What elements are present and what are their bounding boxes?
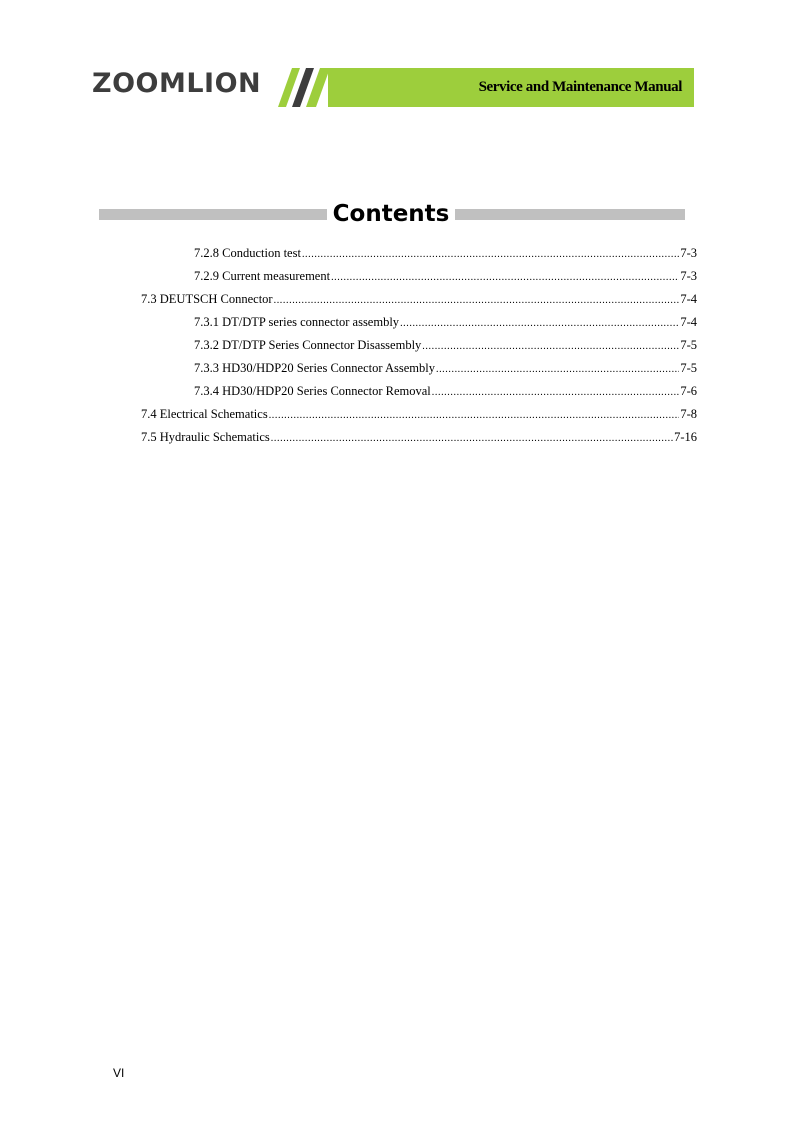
toc-entry-title: 7.4 Electrical Schematics [141, 407, 268, 421]
toc-entry[interactable] [194, 245, 697, 261]
toc-entry[interactable] [194, 268, 697, 284]
contents-heading [99, 200, 685, 230]
toc-entry[interactable] [194, 360, 697, 376]
toc-entry-title: 7.3.3 HD30/HDP20 Series Connector Assembly [194, 361, 435, 375]
toc-entry-title: 7.3.1 DT/DTP series connector assembly [194, 315, 400, 329]
toc-entry-title: 7.3.4 HD30/HDP20 Series Connector Removal [194, 384, 431, 398]
toc-leader-dots [422, 339, 679, 355]
toc-leader-dots [269, 408, 680, 424]
toc-entry-page: 7-4 [680, 315, 697, 329]
page-header [92, 68, 694, 108]
toc-entry[interactable] [194, 314, 697, 330]
toc-entry-page: 7-5 [680, 338, 697, 352]
contents-title: Contents [332, 201, 450, 227]
toc-leader-dots [400, 316, 679, 332]
toc-entry-page: 7-8 [680, 407, 697, 421]
toc-leader-dots [432, 385, 680, 401]
toc-entry-page: 7-4 [680, 292, 697, 306]
toc-leader-dots [274, 293, 680, 309]
zoomlion-logo: ZOOMLION [92, 68, 262, 99]
toc-leader-dots [331, 270, 679, 286]
header-banner [328, 68, 694, 107]
toc-entry-page: 7-3 [680, 246, 697, 260]
toc-leader-dots [302, 247, 679, 263]
heading-rule-right [455, 209, 685, 220]
toc-entry-title: 7.5 Hydraulic Schematics [141, 430, 270, 444]
toc-entry-page: 7-16 [674, 430, 697, 444]
heading-rule-left [99, 209, 327, 220]
toc-entry[interactable] [141, 406, 697, 422]
toc-entry-title: 7.2.8 Conduction test [194, 246, 301, 260]
toc-entry[interactable] [194, 383, 697, 399]
logo-stripes-icon [278, 68, 330, 107]
toc-entry-page: 7-3 [680, 269, 697, 283]
toc-leader-dots [436, 362, 679, 378]
toc-entry[interactable] [141, 291, 697, 307]
toc-leader-dots [271, 431, 673, 447]
toc-entry[interactable] [141, 429, 697, 445]
toc-entry-page: 7-5 [680, 361, 697, 375]
toc-entry-page: 7-6 [680, 384, 697, 398]
page-number: VI [113, 1066, 125, 1080]
toc-entry-title: 7.3.2 DT/DTP Series Connector Disassembly [194, 338, 422, 352]
toc-entry-title: 7.3 DEUTSCH Connector [141, 292, 273, 306]
toc-entry[interactable] [194, 337, 697, 353]
manual-title: Service and Maintenance Manual [478, 79, 682, 95]
toc-entry-title: 7.2.9 Current measurement [194, 269, 331, 283]
